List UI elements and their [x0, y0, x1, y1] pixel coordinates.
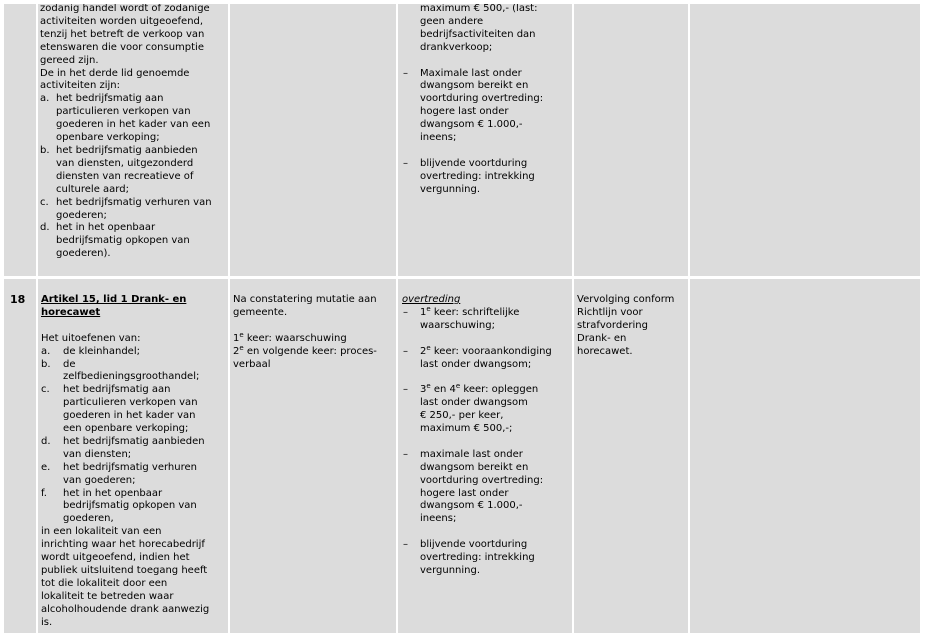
top-row-number-cell [4, 4, 36, 276]
list-item: d. het in het openbaar bedrijfsmatig opkopen van goederen). [40, 222, 190, 260]
top-row-sanction-cell [398, 4, 572, 276]
sanction-heading: overtreding [402, 294, 461, 305]
approach-second: 2e en volgende keer: proces- [233, 343, 377, 357]
approach-line: Na constatering mutatie aan [233, 294, 377, 305]
row-number: 18 [10, 293, 26, 306]
list-item: – 1e keer: schriftelijke waarschuwing; [403, 304, 520, 331]
list-item: maximum € 500,- (last: geen andere bedrijfsactiviteiten dan drankverkoop; [420, 4, 538, 53]
top-row-followup-cell [574, 4, 688, 276]
row-18-sanction-cell [398, 279, 572, 633]
activity-list [41, 346, 227, 527]
list-item: – blijvende voortduring overtreding: intrekking vergunning. [403, 157, 535, 195]
list-item: f. het in het openbaar bedrijfsmatig opkopen van goederen, [41, 487, 197, 525]
list-item: b. het bedrijfsmatig aanbieden van diensten, uitgezonderd diensten van recreatieve of culturele aard; [40, 144, 198, 195]
top-row-description-cell [38, 4, 228, 276]
row-18-remarks-cell [690, 279, 920, 633]
top-desc-intro: zodanig handel wordt of zodanige activiteiten worden uitgeoefend, tenzij het betreft de verkoop van etenswaren die voor consumptie gereed zijn. [40, 4, 210, 66]
top-desc-activity-list [40, 93, 228, 261]
row-18-approach-cell [230, 279, 396, 633]
row-18-number-cell [4, 279, 36, 633]
description-intro: Het uitoefenen van: [41, 332, 141, 344]
list-item: – 2e keer: vooraankondiging last onder dwangsom; [403, 343, 552, 370]
approach-first: 1e keer: waarschuwing [233, 330, 347, 344]
top-sanction-list [402, 4, 570, 197]
list-item: – Maximale last onder dwangsom bereikt en voortduring overtreding: hogere last onder dwangsom € 1.000,- ineens; [403, 67, 544, 144]
approach-second-cont: verbaal [233, 358, 271, 370]
top-row-remarks-cell [690, 4, 920, 276]
article-title: Artikel 15, lid 1 Drank- en horecawet [41, 294, 187, 318]
list-item: b. de zelfbedieningsgroothandel; [41, 358, 200, 383]
list-item: – blijvende voortduring overtreding: intrekking vergunning. [403, 539, 535, 576]
approach-line: gemeente. [233, 306, 288, 318]
list-item: – 3e en 4e keer: opleggen last onder dwangsom € 250,- per keer, maximum € 500,-; [403, 382, 539, 435]
list-item: – maximale last onder dwangsom bereikt en voortduring overtreding: hogere last onder dwangsom € 1.000,- ineens; [403, 448, 544, 525]
sanction-list [402, 304, 570, 578]
top-row-approach-cell [230, 4, 396, 276]
list-item: a. de kleinhandel; [41, 345, 140, 357]
list-item: c. het bedrijfsmatig aan particulieren verkopen van goederen in het kader van een openbare verkoping; [41, 384, 198, 435]
list-item: e. het bedrijfsmatig verhuren van goederen; [41, 461, 197, 486]
description-tail: in een lokaliteit van een inrichting waar het horecabedrijf wordt uitgeoefend, indien het publiek uitsluitend toegang heeft tot die lokaliteit door een lokaliteit te betreden waar alcoholhoudende drank aanwezig is. [41, 526, 210, 628]
list-item: c. het bedrijfsmatig verhuren van goederen; [40, 196, 212, 221]
list-item: a. het bedrijfsmatig aan particulieren verkopen van goederen in het kader van een openbare verkoping; [40, 93, 211, 144]
top-desc-lid3: De in het derde lid genoemde activiteiten zijn: [40, 67, 190, 92]
row-18-description-cell [38, 279, 228, 633]
list-item: d. het bedrijfsmatig aanbieden van diensten; [41, 435, 205, 460]
row-18-followup-cell [574, 279, 688, 633]
followup-text: Vervolging conform Richtlijn voor strafvordering Drank- en horecawet. [577, 294, 675, 357]
